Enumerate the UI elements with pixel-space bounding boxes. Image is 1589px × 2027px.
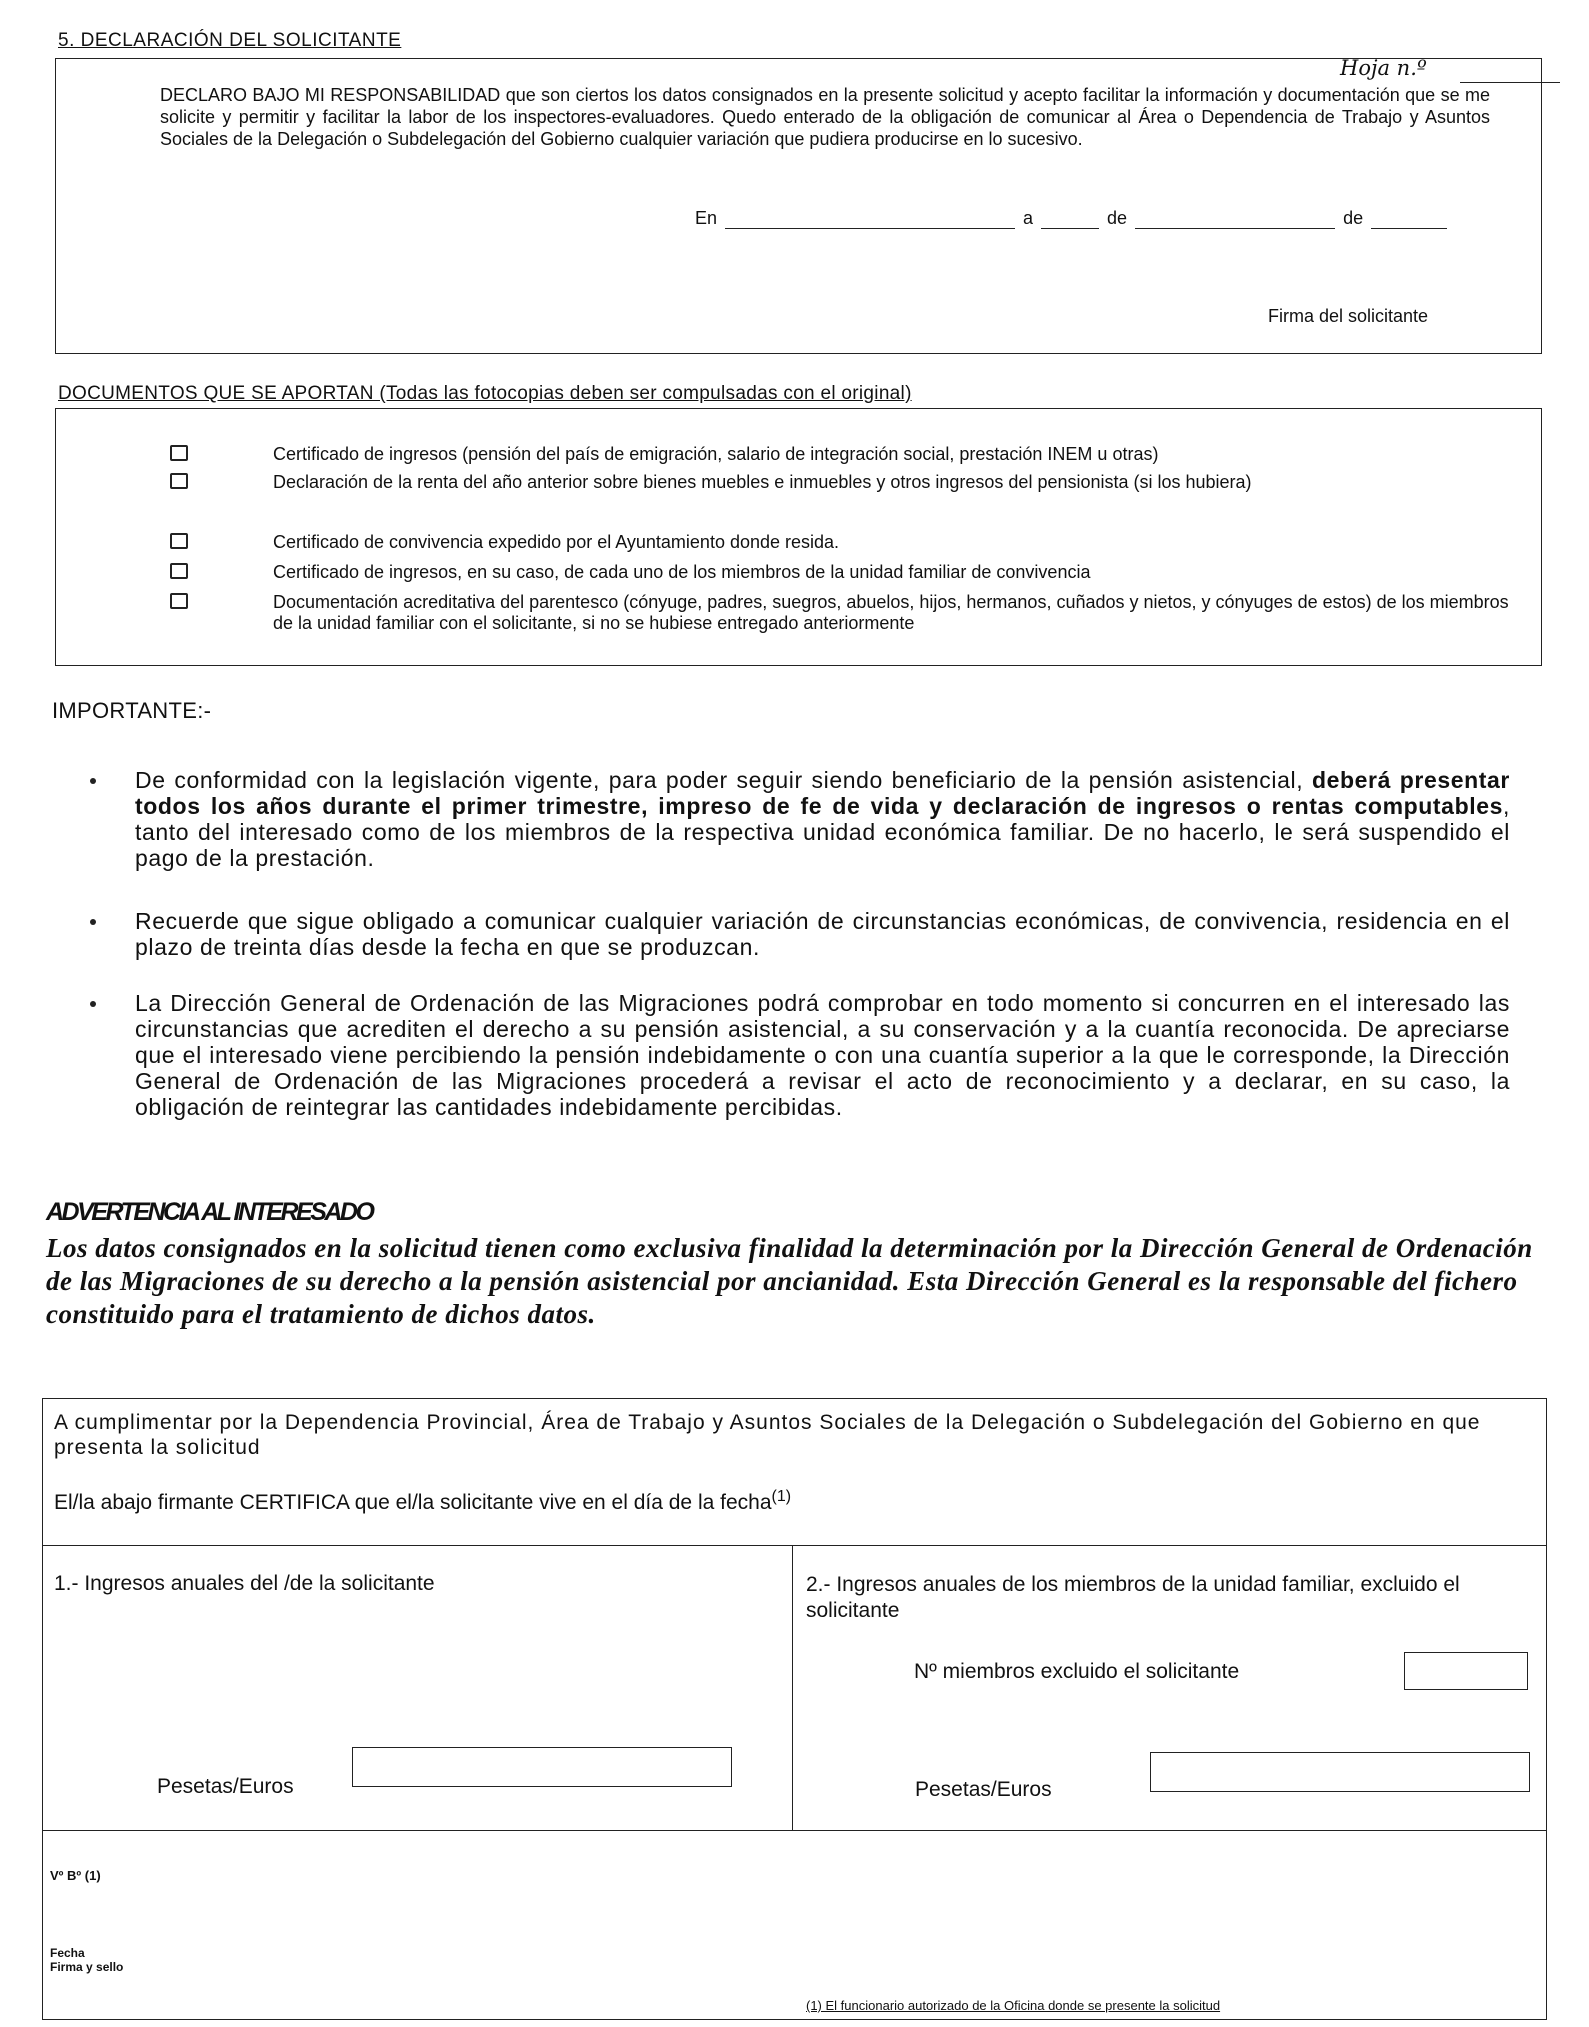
members-count-field[interactable] xyxy=(1404,1652,1528,1690)
divider xyxy=(42,1830,1547,1831)
sheet-number-label: Hoja n.º xyxy=(1340,56,1427,80)
month-field[interactable] xyxy=(1135,212,1335,229)
footnote: (1) El funcionario autorizado de la Oficina donde se presente la solicitud xyxy=(806,1998,1221,2013)
applicant-signature-label: Firma del solicitante xyxy=(1268,306,1429,326)
document-item-label: Certificado de ingresos (pensión del país de emigración, salario de integración social, prestación INEM u otras) xyxy=(273,444,1159,464)
divider xyxy=(42,1545,1547,1546)
divider xyxy=(792,1545,793,1830)
place-field[interactable] xyxy=(725,212,1015,229)
document-checkbox[interactable] xyxy=(170,533,188,549)
applicant-income-label: 1.- Ingresos anuales del /de la solicitante xyxy=(54,1572,435,1595)
certification-ref: (1) xyxy=(771,1488,792,1505)
declaration-text: DECLARO BAJO MI RESPONSABILIDAD que son ciertos los datos consignados en la presente solicitud y acepto facilitar la información y documentación que se me solicite y permitir y facilitar la labor de los inspectores-evaluadores. Quedo enterado de la obligación de comunicar al Área o Dependencia de Trabajo y Asuntos Sociales de la Delegación o Subdelegación del Gobierno cualquier variación que pudiera producirse en lo sucesivo. xyxy=(160,85,1490,149)
members-count-label: Nº miembros excluido el solicitante xyxy=(914,1660,1240,1683)
document-item xyxy=(170,532,1510,553)
approval-label: Vº Bº (1) xyxy=(50,1868,101,1883)
document-checkbox[interactable] xyxy=(170,473,188,489)
date-de2-label: de xyxy=(1343,208,1364,228)
sheet-number-field[interactable] xyxy=(1460,82,1560,83)
bullet-3-text: La Dirección General de Ordenación de las Migraciones podrá comprobar en todo momento si concurren en el interesado las circunstancias que acrediten el derecho a su pensión asistencial, a su conservación y a la cuantía reconocida. De apreciarse que el interesado viene percibiendo la pensión indebidamente o con una cuantía superior a la que le corresponde, la Dirección General de Ordenación de las Migraciones procederá a revisar el acto de reconocimiento y a declarar, en su caso, la obligación de reintegrar las cantidades indebidamente percibidas. xyxy=(135,990,1510,1120)
document-item xyxy=(170,562,1510,583)
document-checkbox[interactable] xyxy=(170,593,188,609)
date-en-label: En xyxy=(695,208,718,228)
date-signature-labels xyxy=(50,1946,123,1974)
bullet-1-intro: De conformidad con la legislación vigente, para poder seguir siendo beneficiario de la pensión asistencial, xyxy=(135,767,1312,793)
documents-title: DOCUMENTOS QUE SE APORTAN (Todas las fotocopias deben ser compulsadas con el original) xyxy=(58,383,912,404)
important-bullet xyxy=(90,767,1510,871)
family-income-label: 2.- Ingresos anuales de los miembros de la unidad familiar, excluido el solicitante xyxy=(806,1573,1460,1622)
section-5-title: 5. DECLARACIÓN DEL SOLICITANTE xyxy=(58,30,402,51)
warning-title: ADVERTENCIA AL INTERESADO xyxy=(46,1198,373,1226)
important-bullet xyxy=(90,990,1510,1120)
document-item-label: Certificado de convivencia expedido por el Ayuntamiento donde resida. xyxy=(273,532,840,552)
bullet-dot xyxy=(90,778,96,784)
document-checkbox[interactable] xyxy=(170,445,188,461)
day-field[interactable] xyxy=(1041,212,1099,229)
document-checkbox[interactable] xyxy=(170,563,188,579)
family-currency-label: Pesetas/Euros xyxy=(915,1778,1052,1801)
certification-label: El/la abajo firmante CERTIFICA que el/la solicitante vive en el día de la fecha xyxy=(54,1491,772,1514)
bullet-1-rest: , tanto del interesado como de los miembros de la respectiva unidad económica familiar. De no hacerlo, le será suspendido el pago de la prestación. xyxy=(135,793,1510,871)
important-bullet xyxy=(90,908,1510,960)
date-a-label: a xyxy=(1023,208,1034,228)
firma-sello-label: Firma y sello xyxy=(50,1960,124,1974)
important-title: IMPORTANTE:- xyxy=(52,698,212,723)
document-item-label: Certificado de ingresos, en su caso, de cada uno de los miembros de la unidad familiar de convivencia xyxy=(273,562,1091,582)
fecha-label: Fecha xyxy=(50,1946,85,1960)
date-line xyxy=(695,208,1455,229)
document-item-label: Documentación acreditativa del parentesco (cónyuge, padres, suegros, abuelos, hijos, hermanos, cuñados y nietos, y cónyuges de estos) de los miembros de la unidad familiar con el solicitante, si no se hubiese entregado anteriormente xyxy=(273,592,1509,633)
document-item-label: Declaración de la renta del año anterior sobre bienes muebles e inmuebles y otros ingresos del pensionista (si los hubiera) xyxy=(273,472,1252,492)
document-item xyxy=(170,444,1510,465)
bullet-dot xyxy=(90,919,96,925)
bullet-2-text: Recuerde que sigue obligado a comunicar cualquier variación de circunstancias económicas, de convivencia, residencia en el plazo de treinta días desde la fecha en que se produzcan. xyxy=(135,908,1510,960)
document-item xyxy=(170,592,1510,634)
document-item xyxy=(170,472,1510,493)
warning-text: Los datos consignados en la solicitud tienen como exclusiva finalidad la determinación por la Dirección General de Ordenación de las Migraciones de su derecho a la pensión asistencial por ancianidad. Esta Dirección General es la responsable del fichero constituido para el tratamiento de dichos datos. xyxy=(46,1233,1533,1329)
date-de1-label: de xyxy=(1107,208,1128,228)
office-use-instructions: A cumplimentar por la Dependencia Provincial, Área de Trabajo y Asuntos Sociales de la Delegación o Subdelegación del Gobierno en que presenta la solicitud xyxy=(54,1411,1481,1459)
applicant-income-field[interactable] xyxy=(352,1747,732,1787)
applicant-currency-label: Pesetas/Euros xyxy=(157,1775,294,1798)
bullet-1-emphasis: deberá presentar todos los años durante el primer trimestre, impreso de fe de vida y declaración de ingresos o rentas computables xyxy=(135,767,1510,819)
bullet-dot xyxy=(90,1001,96,1007)
year-field[interactable] xyxy=(1371,212,1447,229)
family-income-field[interactable] xyxy=(1150,1752,1530,1792)
certification-text xyxy=(54,1488,791,1515)
